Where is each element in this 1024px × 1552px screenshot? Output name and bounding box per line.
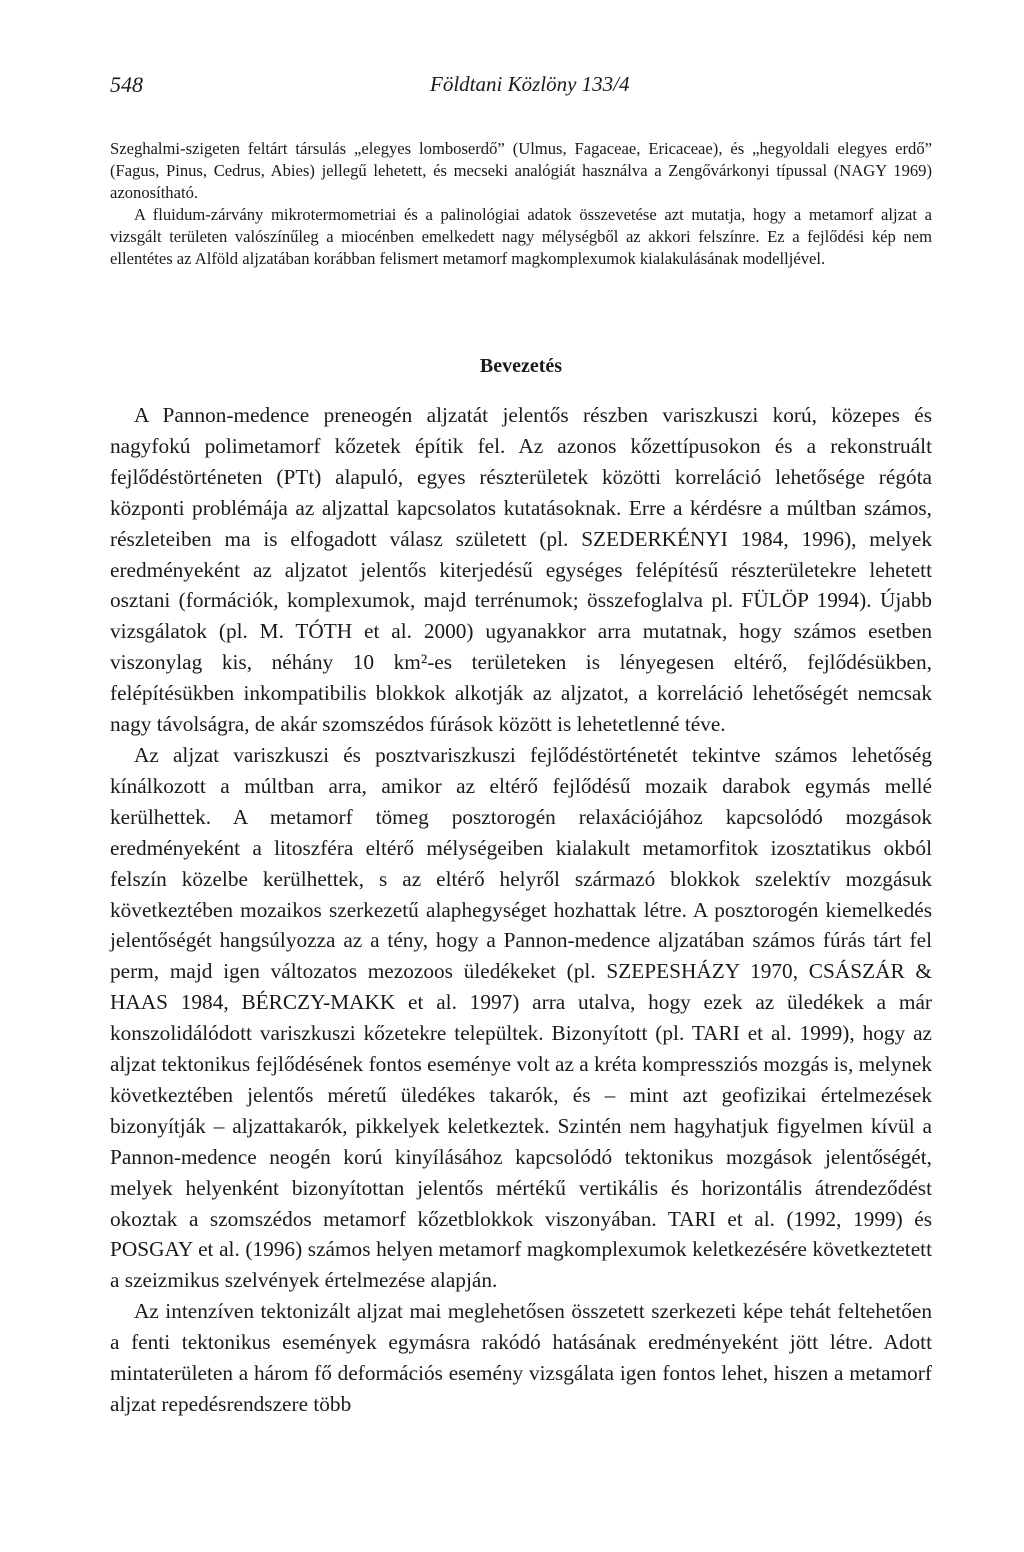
body-paragraph-2: Az aljzat variszkuszi és posztvariszkuszi fejlődéstörténetét tekintve számos lehetőség kínálkozott a múltban arra, amikor az eltérő fejlődésű mozaik darabok egymás mellé kerülhettek. A metamorf tömeg posztorogén relaxációjához kapcsolódó mozgások eredményeként a litoszféra eltérő mélységeiben kialakult metamorfitok izosztatikus okból felszín közelbe kerülhettek, s az eltérő helyről származó blokkok szelektív mozgásuk következtében mozaikos szerkezetű alaphegységet hozhattak létre. A posztorogén kiemelkedés jelentőségét hangsúlyozza az a tény, hogy a Pannon-medence aljzatában számos fúrás tárt fel perm, majd igen változatos mezozoos üledékeket (pl. SZEPESHÁZY 1970, CSÁSZÁR & HAAS 1984, BÉRCZY-MAKK et al. 1997) arra utalva, hogy ezek az üledékek a már konszolidálódott variszkuszi kőzetekre települtek. Bizonyított (pl. TARI et al. 1999), hogy az aljzat tektonikus fejlődésének fontos eseménye volt az a kréta kompressziós mozgás is, melynek következtében jelentős méretű üledékes takarók, és – mint azt geofizikai értelmezések bizonyítják – aljzattakarók, pikkelyek keletkeztek. Szintén nem hagyhatjuk figyelmen kívül a Pannon-medence neogén korú kinyílásához kapcsolódó tektonikus mozgások jelentőségét, melyek helyenként bizonyítottan jelentős mértékű vertikális és horizontális átrendeződést okoztak a szomszédos metamorf kőzetblokkok viszonyában. TARI et al. (1992, 1999) és POSGAY et al. (1996) számos helyen metamorf magkomplexumok keletkezésére következtetett a szeizmikus szelvények értelmezése alapján. [110, 742, 932, 1293]
body-paragraph-3: Az intenzíven tektonizált aljzat mai meglehetősen összetett szerkezeti képe tehát feltehetően a fenti tektonikus események egymásra rakódó hatásának eredményeként jött létre. Adott mintaterületen a három fő deformációs esemény vizsgálata igen fontos lehet, hiszen a metamorf aljzat repedésrendszere több [110, 1299, 932, 1416]
page-number: 548 [110, 72, 143, 97]
section-heading: Bevezetés [479, 355, 563, 377]
body-text [110, 400, 932, 1420]
abstract-block [110, 138, 932, 270]
abstract-paragraph-2: A fluidum-zárvány mikrotermometriai és a palinológiai adatok összevetése azt mutatja, hogy a metamorf aljzat a vizsgált területen valószínűleg a miocénben emelkedett nagy mélységből az akkori felszínre. Ez a fejlődési kép nem ellentétes az Alföld aljzatában korábban felismert metamorf magkomplexumok kialakulásának modelljével. [110, 205, 932, 268]
body-paragraph-1: A Pannon-medence preneogén aljzatát jelentős részben variszkuszi korú, közepes és nagyfokú polimetamorf kőzetek építik fel. Az azonos kőzettípusokon és a rekonstruált fejlődéstörténeten (PTt) alapuló, egyes részterületek közötti korreláció lehetősége régóta központi problémája az aljzattal kapcsolatos kutatásoknak. Erre a kérdésre a múltban számos, részleteiben ma is elfogadott válasz született (pl. SZEDERKÉNYI 1984, 1996), melyek eredményeként az aljzatot jelentős kiterjedésű egységes felépítésű részterületekre lehetett osztani (formációk, komplexumok, majd terrénumok; összefoglalva pl. FÜLÖP 1994). Újabb vizsgálatok (pl. M. TÓTH et al. 2000) ugyanakkor arra mutatnak, hogy számos esetben viszonylag kis, néhány 10 km²-es területeken is lényegesen eltérő, fejlődésükben, felépítésükben inkompatibilis blokkok alkotják az aljzatot, a korreláció lehetőségét nemcsak nagy távolságra, de akár szomszédos fúrások között is lehetetlenné téve. [110, 403, 932, 737]
running-head [110, 72, 932, 104]
paper-page [110, 0, 932, 1552]
abstract-paragraph-1: Szeghalmi-szigeten feltárt társulás „elegyes lomboserdő” (Ulmus, Fagaceae, Ericaceae), és „hegyoldali elegyes erdő” (Fagus, Pinus, Cedrus, Abies) jellegű lehetett, és mecseki analógiát használva a Zengővárkonyi típussal (NAGY 1969) azonosítható. [110, 139, 932, 202]
journal-title: Földtani Közlöny 133/4 [430, 72, 630, 96]
